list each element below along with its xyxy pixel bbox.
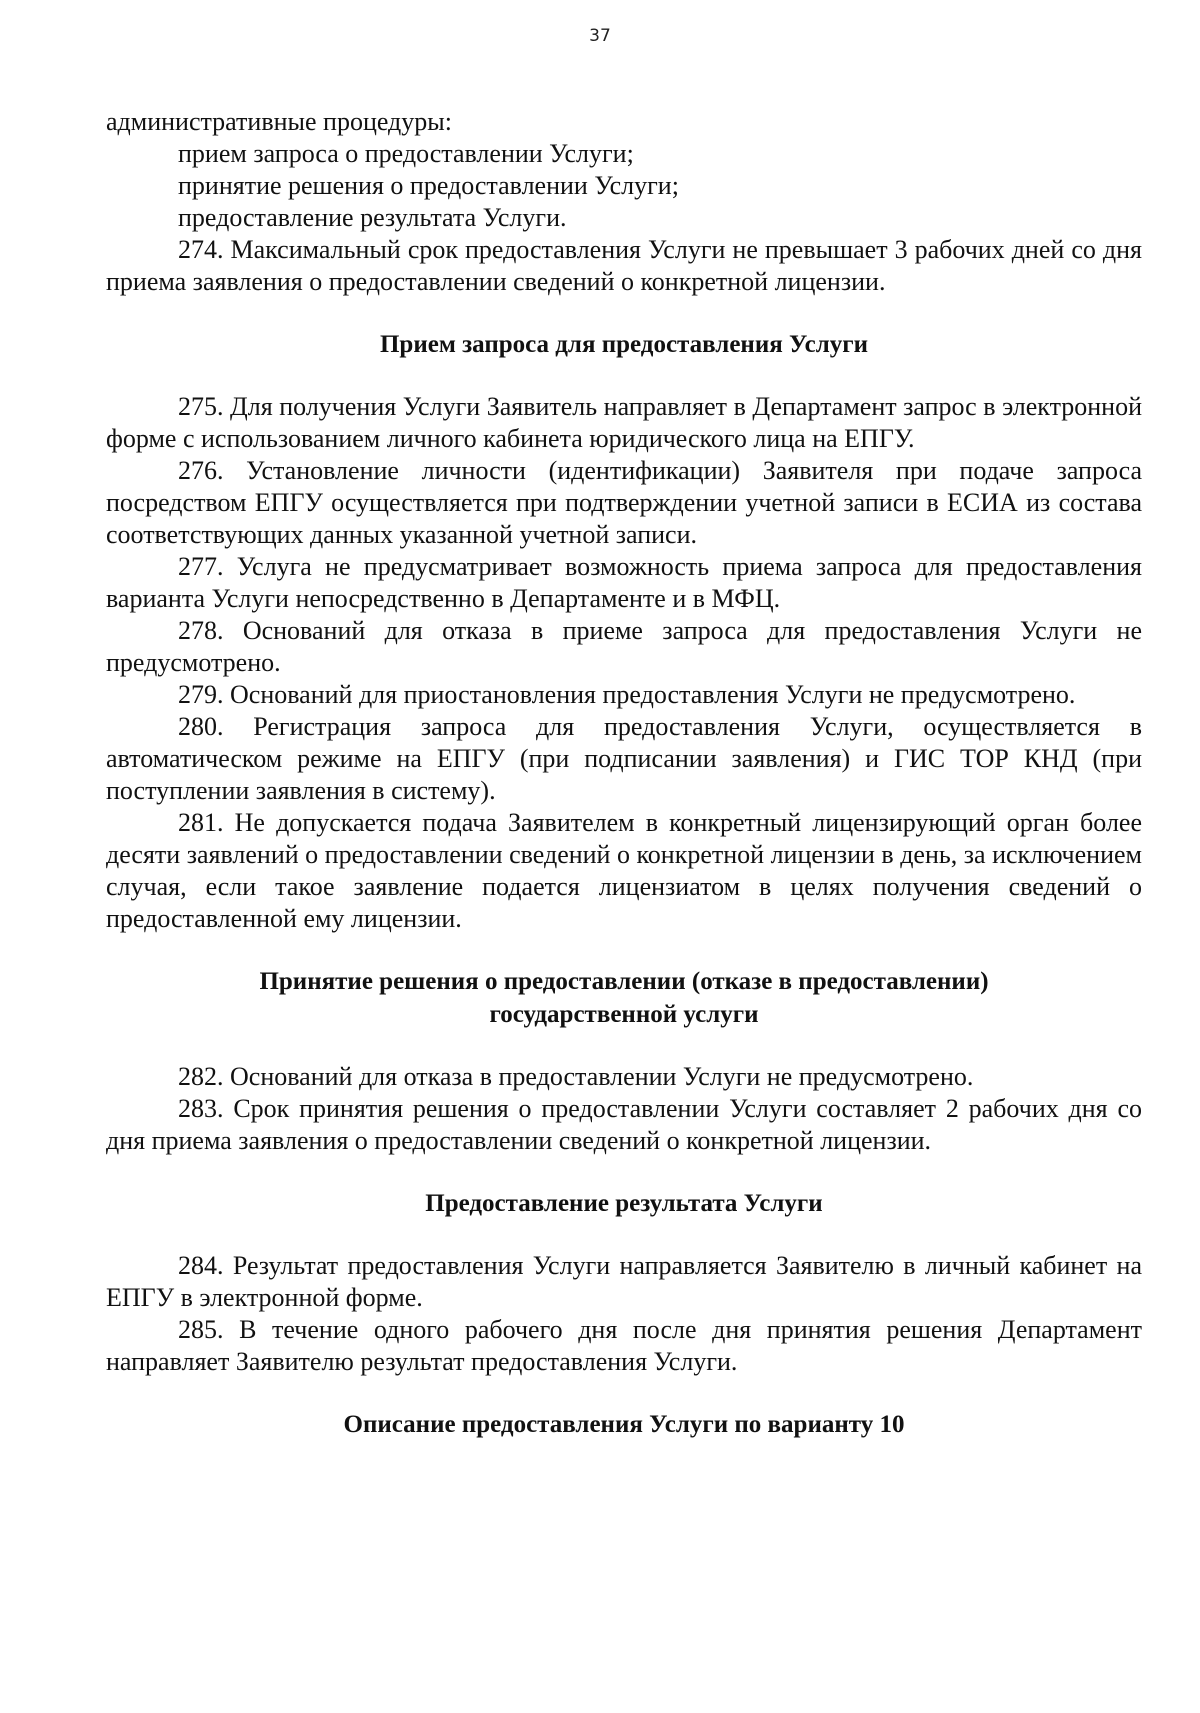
spacer	[106, 298, 1142, 328]
paragraph-281: 281. Не допускается подача Заявителем в конкретный лицензирующий орган более десяти заявлений о предоставлении сведений о конкретной лицензии в день, за исключением случая, если такое заявление подается лицензиатом в целях получения сведений о предоставленной ему лицензии.	[106, 808, 1142, 933]
procedure-item: прием запроса о предоставлении Услуги;	[178, 139, 634, 168]
procedure-item: предоставление результата Услуги.	[178, 203, 567, 232]
document-body	[106, 106, 1142, 1441]
procedures-intro: административные процедуры:	[106, 107, 452, 136]
paragraph-280: 280. Регистрация запроса для предоставления Услуги, осуществляется в автоматическом режиме на ЕПГУ (при подписании заявления) и ГИС ТОР КНД (при поступлении заявления в систему).	[106, 712, 1142, 805]
paragraph-277: 277. Услуга не предусматривает возможность приема запроса для предоставления варианта Услуги непосредственно в Департаменте и в МФЦ.	[106, 552, 1142, 613]
spacer	[106, 1378, 1142, 1408]
page-number: 37	[589, 26, 611, 46]
spacer	[106, 1031, 1142, 1061]
section-heading-decision-line1: Принятие решения о предоставлении (отказе в предоставлении)	[259, 968, 989, 995]
paragraph-279: 279. Оснований для приостановления предоставления Услуги не предусмотрено.	[178, 680, 1076, 709]
paragraph-282: 282. Оснований для отказа в предоставлении Услуги не предусмотрено.	[178, 1062, 974, 1091]
spacer	[106, 935, 1142, 965]
paragraph-284: 284. Результат предоставления Услуги направляется Заявителю в личный кабинет на ЕПГУ в электронной форме.	[106, 1251, 1142, 1312]
paragraph-283: 283. Срок принятия решения о предоставлении Услуги составляет 2 рабочих дня со дня приема заявления о предоставлении сведений о конкретной лицензии.	[106, 1094, 1142, 1155]
paragraph-285: 285. В течение одного рабочего дня после дня принятия решения Департамент направляет Заявителю результат предоставления Услуги.	[106, 1315, 1142, 1376]
spacer	[106, 361, 1142, 391]
section-heading-variant-10: Описание предоставления Услуги по варианту 10	[343, 1411, 905, 1438]
section-heading-decision-line2: государственной услуги	[489, 1001, 759, 1028]
paragraph-278: 278. Оснований для отказа в приеме запроса для предоставления Услуги не предусмотрено.	[106, 616, 1142, 677]
paragraph-274: 274. Максимальный срок предоставления Услуги не превышает 3 рабочих дней со дня приема заявления о предоставлении сведений о конкретной лицензии.	[106, 235, 1142, 296]
paragraph-276: 276. Установление личности (идентификации) Заявителя при подаче запроса посредством ЕПГУ осуществляется при подтверждении учетной записи в ЕСИА из состава соответствующих данных указанной учетной записи.	[106, 456, 1142, 549]
procedure-item: принятие решения о предоставлении Услуги;	[178, 171, 679, 200]
section-heading-result: Предоставление результата Услуги	[425, 1190, 823, 1217]
spacer	[106, 1157, 1142, 1187]
section-heading-request: Прием запроса для предоставления Услуги	[379, 331, 869, 358]
spacer	[106, 1220, 1142, 1250]
paragraph-275: 275. Для получения Услуги Заявитель направляет в Департамент запрос в электронной форме с использованием личного кабинета юридического лица на ЕПГУ.	[106, 392, 1142, 453]
